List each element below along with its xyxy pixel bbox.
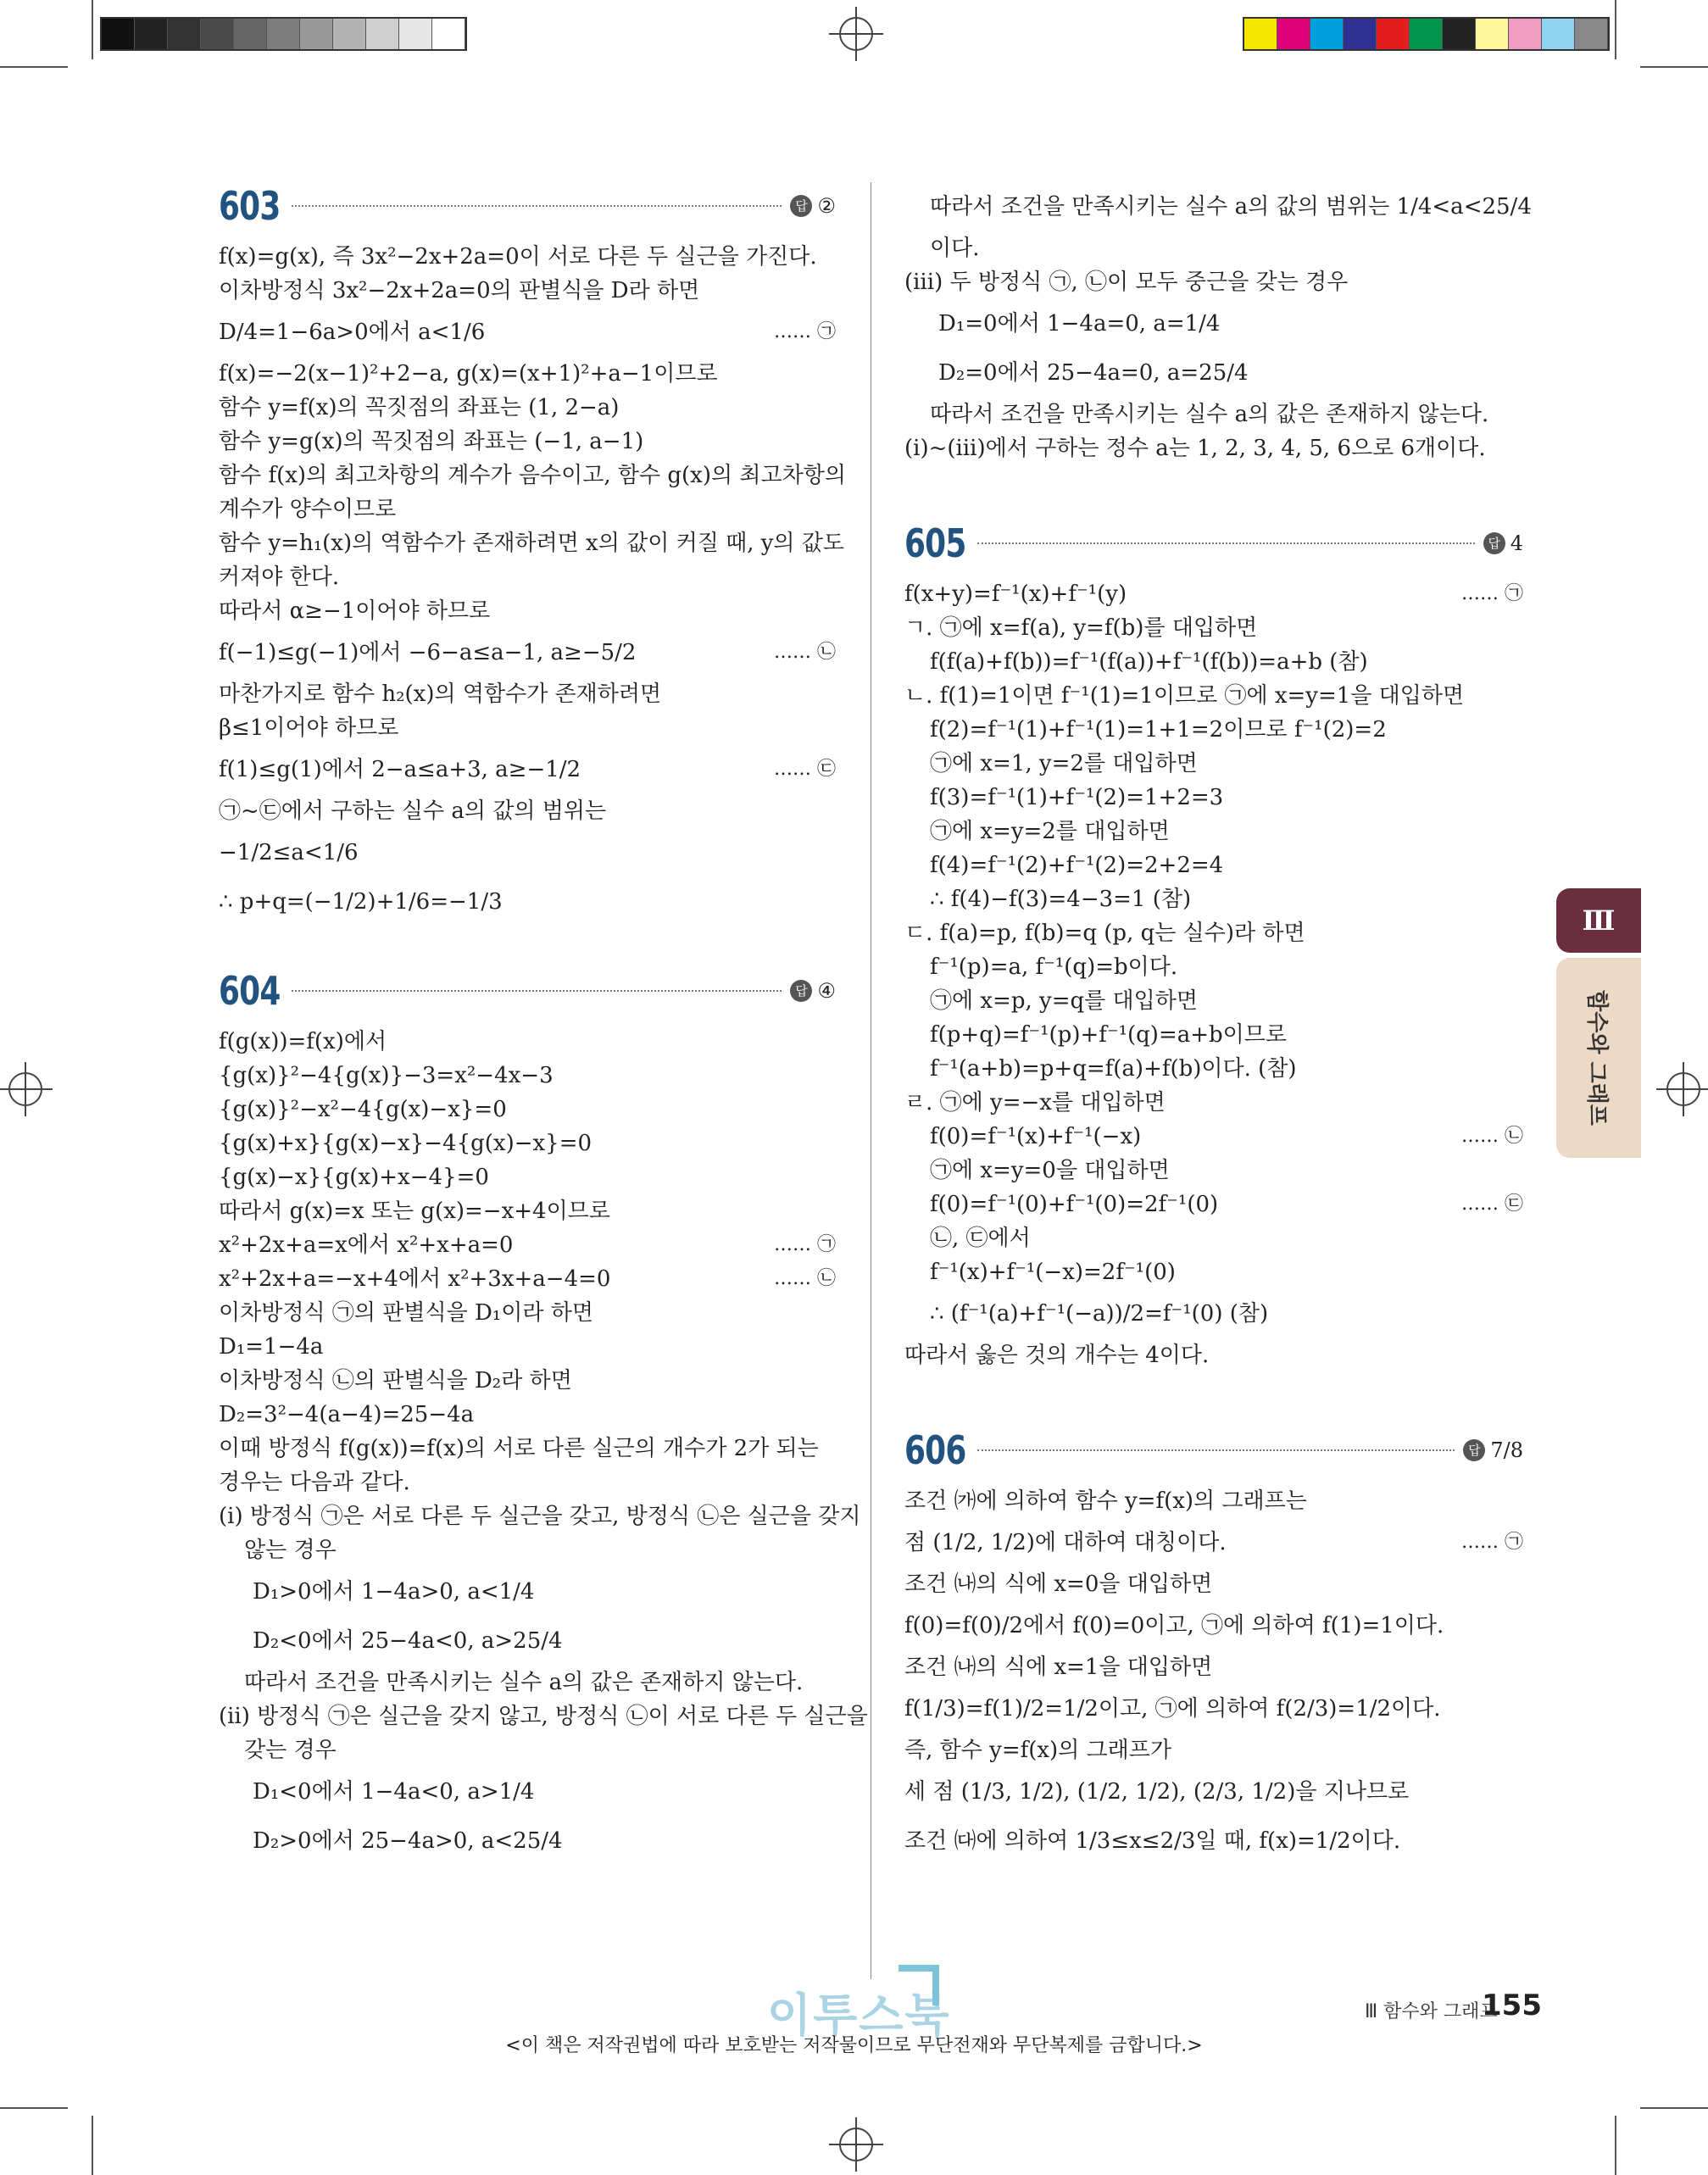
crop-mark <box>1640 66 1708 68</box>
answer-label: 답 ② <box>790 189 836 223</box>
solution-line: 따라서 조건을 만족시키는 실수 a의 값은 존재하지 않는다. <box>244 1670 804 1695</box>
solution-line: x²+2x+a=x에서 x²+x+a=0 …… ㉠ <box>219 1228 836 1262</box>
solution-line: 이차방정식 ㉡의 판별식을 D₂라 하면 <box>219 1368 572 1393</box>
leader-dots <box>292 205 782 207</box>
problem-number: 603 <box>219 183 281 229</box>
solution-line: D₂=0에서 25−4a=0, a=25/4 <box>938 360 1249 386</box>
solution-line: −1/2≤a<1/6 <box>219 840 359 865</box>
leader-dots <box>977 1449 1455 1451</box>
publisher-logo: 이투스북 <box>767 1989 951 2042</box>
registration-mark-icon <box>1666 1072 1700 1106</box>
problem-606-header <box>904 1427 1523 1474</box>
solution-line: x²+2x+a=−x+4에서 x²+3x+a−4=0 …… ㉡ <box>219 1262 836 1296</box>
solution-line: 계수가 양수이므로 <box>219 497 397 522</box>
solution-line: f(1)≤g(1)에서 2−a≤a+3, a≥−1/2 …… ㉢ <box>219 745 836 794</box>
answer-label: 답 ④ <box>790 974 836 1008</box>
problem-604-header <box>219 967 836 1015</box>
answer-label: 답 7/8 <box>1463 1433 1523 1467</box>
copyright-notice: <이 책은 저작권법에 따라 보호받는 저작물이므로 무단전재와 무단복제를 금합니다.> <box>505 2035 1203 2056</box>
solution-line: (ⅰ) 방정식 ㉠은 서로 다른 두 실근을 갖고, 방정식 ㉡은 실근을 갖지 <box>219 1504 861 1529</box>
page-number: 155 <box>1482 1989 1542 2022</box>
solution-line: 함수 y=f(x)의 꼭짓점의 좌표는 (1, 2−a) <box>219 395 620 420</box>
solution-line: ∴ (f⁻¹(a)+f⁻¹(−a))/2=f⁻¹(0) (참) <box>930 1301 1269 1327</box>
solution-line: ㉠에 x=y=0을 대입하면 <box>930 1158 1170 1183</box>
solution-line: 이때 방정식 f(g(x))=f(x)의 서로 다른 실근의 개수가 2가 되는 <box>219 1436 819 1461</box>
answer-label: 답 4 <box>1483 526 1523 560</box>
equation-marker: …… ㉠ <box>774 321 836 342</box>
crop-mark <box>1640 2107 1708 2109</box>
solution-line: f(3)=f⁻¹(1)+f⁻¹(2)=1+2=3 <box>930 785 1224 810</box>
equation-marker: …… ㉡ <box>1461 1126 1523 1147</box>
solution-line: {g(x)}²−4{g(x)}−3=x²−4x−3 <box>219 1063 554 1088</box>
crop-mark <box>92 2116 93 2175</box>
answer-badge-icon: 답 <box>1483 532 1505 554</box>
solution-line: ∴ p+q=(−1/2)+1/6=−1/3 <box>219 889 503 915</box>
leader-dots <box>292 990 782 992</box>
solution-line: 경우는 다음과 같다. <box>219 1470 410 1495</box>
solution-line: ㄷ. f(a)=p, f(b)=q (p, q는 실수)라 하면 <box>904 921 1305 946</box>
solution-line: ㉠에 x=y=2를 대입하면 <box>930 819 1170 844</box>
answer-badge-icon: 답 <box>790 195 812 217</box>
equation-marker: …… ㉠ <box>774 1234 836 1255</box>
solution-line: 이다. <box>930 236 980 261</box>
leader-dots <box>977 542 1475 544</box>
solution-line: ∴ f(4)−f(3)=4−3=1 (참) <box>930 887 1192 912</box>
solution-line: 따라서 옳은 것의 개수는 4이다. <box>904 1343 1210 1368</box>
left-column <box>219 182 868 1866</box>
registration-mark-icon <box>839 17 873 51</box>
solution-line: 조건 ㈐에 의하여 1/3≤x≤2/3일 때, f(x)=1/2이다. <box>904 1828 1401 1854</box>
chapter-tab-number: Ⅲ <box>1556 888 1641 953</box>
footer-chapter-label: Ⅲ 함수와 그래프 <box>1365 2001 1498 2022</box>
equation-marker: …… ㉡ <box>774 642 836 663</box>
solution-line: f(0)=f⁻¹(0)+f⁻¹(0)=2f⁻¹(0) …… ㉢ <box>904 1188 1523 1221</box>
solution-line: D₁>0에서 1−4a>0, a<1/4 <box>253 1579 535 1605</box>
solution-line: f(0)=f⁻¹(x)+f⁻¹(−x) …… ㉡ <box>904 1120 1523 1154</box>
solution-line: ㉡, ㉢에서 <box>930 1226 1031 1251</box>
solution-line: ㄴ. f(1)=1이면 f⁻¹(1)=1이므로 ㉠에 x=y=1을 대입하면 <box>904 683 1465 709</box>
solution-line: {g(x)+x}{g(x)−x}−4{g(x)−x}=0 <box>219 1131 593 1156</box>
solution-line: 이차방정식 3x²−2x+2a=0의 판별식을 D라 하면 <box>219 278 700 303</box>
solution-line: 갖는 경우 <box>244 1738 337 1763</box>
solution-line: (ⅲ) 두 방정식 ㉠, ㉡이 모두 중근을 갖는 경우 <box>904 270 1349 295</box>
equation-marker: …… ㉠ <box>1461 583 1523 604</box>
solution-line: D₂=3²−4(a−4)=25−4a <box>219 1402 475 1427</box>
solution-line: f(−1)≤g(−1)에서 −6−a≤a−1, a≥−5/2 …… ㉡ <box>219 628 836 677</box>
color-swatch-bar <box>1243 17 1610 51</box>
solution-line: (ⅱ) 방정식 ㉠은 실근을 갖지 않고, 방정식 ㉡이 서로 다른 두 실근을 <box>219 1704 868 1729</box>
crop-mark <box>1615 2116 1616 2175</box>
solution-line: (ⅰ)~(ⅲ)에서 구하는 정수 a는 1, 2, 3, 4, 5, 6으로 6개이다. <box>904 436 1486 461</box>
solution-line: 따라서 조건을 만족시키는 실수 a의 값의 범위는 1/4<a<25/4 <box>930 194 1532 220</box>
solution-line: f(1/3)=f(1)/2=1/2이고, ㉠에 의하여 f(2/3)=1/2이다. <box>904 1696 1441 1722</box>
solution-line: 따라서 조건을 만족시키는 실수 a의 값은 존재하지 않는다. <box>930 402 1489 427</box>
answer-badge-icon: 답 <box>790 980 812 1002</box>
solution-line: 커져야 한다. <box>219 565 340 590</box>
solution-line: {g(x)}²−x²−4{g(x)−x}=0 <box>219 1097 507 1122</box>
solution-line: ㉠~㉢에서 구하는 실수 a의 값의 범위는 <box>219 798 607 824</box>
solution-line: f⁻¹(a+b)=p+q=f(a)+f(b)이다. (참) <box>930 1056 1297 1082</box>
solution-line: 함수 y=g(x)의 꼭짓점의 좌표는 (−1, a−1) <box>219 429 644 454</box>
crop-mark <box>0 66 68 68</box>
solution-line: 함수 y=h₁(x)의 역함수가 존재하려면 x의 값이 커질 때, y의 값도 <box>219 531 845 556</box>
solution-line: 조건 ㈎에 의하여 함수 y=f(x)의 그래프는 <box>904 1488 1307 1514</box>
solution-line: 이차방정식 ㉠의 판별식을 D₁이라 하면 <box>219 1300 593 1326</box>
solution-line: f(f(a)+f(b))=f⁻¹(f(a))+f⁻¹(f(b))=a+b (참) <box>930 649 1368 675</box>
solution-line: D₁<0에서 1−4a<0, a>1/4 <box>253 1779 535 1805</box>
solution-line: D/4=1−6a>0에서 a<1/6 …… ㉠ <box>219 308 836 357</box>
solution-line: f(2)=f⁻¹(1)+f⁻¹(1)=1+1=2이므로 f⁻¹(2)=2 <box>930 717 1387 743</box>
crop-mark <box>1615 0 1616 59</box>
solution-line: ㄹ. ㉠에 y=−x를 대입하면 <box>904 1090 1166 1115</box>
solution-line: 따라서 g(x)=x 또는 g(x)=−x+4이므로 <box>219 1199 610 1224</box>
registration-mark-icon <box>839 2128 873 2161</box>
solution-line: ㉠에 x=1, y=2를 대입하면 <box>930 751 1198 776</box>
solution-line: {g(x)−x}{g(x)+x−4}=0 <box>219 1165 489 1190</box>
solution-line: f(g(x))=f(x)에서 <box>219 1029 387 1054</box>
solution-line: f(x)=−2(x−1)²+2−a, g(x)=(x+1)²+a−1이므로 <box>219 361 718 387</box>
solution-line: β≤1이어야 하므로 <box>219 715 399 741</box>
solution-line: f(4)=f⁻¹(2)+f⁻¹(2)=2+2=4 <box>930 853 1224 878</box>
solution-line: D₂<0에서 25−4a<0, a>25/4 <box>253 1628 563 1654</box>
solution-line: D₁=1−4a <box>219 1334 324 1360</box>
equation-marker: …… ㉠ <box>1461 1532 1523 1553</box>
equation-marker: …… ㉡ <box>774 1268 836 1289</box>
solution-line: 않는 경우 <box>244 1538 337 1563</box>
answer-badge-icon: 답 <box>1463 1439 1485 1461</box>
logo-mark-icon <box>899 1965 939 2005</box>
solution-line: 마찬가지로 함수 h₂(x)의 역함수가 존재하려면 <box>219 681 662 707</box>
solution-line: 조건 ㈏의 식에 x=0을 대입하면 <box>904 1571 1213 1597</box>
solution-line: f(p+q)=f⁻¹(p)+f⁻¹(q)=a+b이므로 <box>930 1022 1288 1048</box>
problem-605-header <box>904 520 1523 567</box>
solution-line: ㉠에 x=p, y=q를 대입하면 <box>930 988 1198 1014</box>
registration-mark-icon <box>8 1072 42 1106</box>
problem-603-header <box>219 182 836 230</box>
solution-line: 함수 f(x)의 최고차항의 계수가 음수이고, 함수 g(x)의 최고차항의 <box>219 463 846 488</box>
solution-line: 따라서 α≥−1이어야 하므로 <box>219 598 491 624</box>
solution-line: 점 (1/2, 1/2)에 대하여 대칭이다. …… ㉠ <box>904 1518 1523 1567</box>
solution-line: D₂>0에서 25−4a>0, a<25/4 <box>253 1828 563 1854</box>
solution-line: 즉, 함수 y=f(x)의 그래프가 <box>904 1738 1172 1763</box>
equation-marker: …… ㉢ <box>774 759 836 780</box>
solution-line: f(0)=f(0)/2에서 f(0)=0이고, ㉠에 의하여 f(1)=1이다. <box>904 1613 1444 1638</box>
chapter-tab-title: 함수와 그래프 <box>1556 958 1641 1158</box>
equation-marker: …… ㉢ <box>1461 1193 1523 1215</box>
solution-line: 조건 ㈏의 식에 x=1을 대입하면 <box>904 1655 1213 1680</box>
solution-line: D₁=0에서 1−4a=0, a=1/4 <box>938 311 1221 337</box>
crop-mark <box>0 2107 68 2109</box>
solution-line: 세 점 (1/3, 1/2), (1/2, 1/2), (2/3, 1/2)을 지나므로 <box>904 1779 1410 1805</box>
solution-line: f⁻¹(p)=a, f⁻¹(q)=b이다. <box>930 954 1178 980</box>
solution-line: ㄱ. ㉠에 x=f(a), y=f(b)를 대입하면 <box>904 615 1258 641</box>
solution-line: f(x)=g(x), 즉 3x²−2x+2a=0이 서로 다른 두 실근을 가진다. <box>219 244 817 270</box>
solution-line: f(x+y)=f⁻¹(x)+f⁻¹(y) …… ㉠ <box>904 577 1523 611</box>
right-column <box>904 182 1532 1866</box>
gray-swatch-bar <box>100 17 467 51</box>
problem-number: 605 <box>904 520 966 566</box>
problem-number: 604 <box>219 968 281 1014</box>
solution-line: f⁻¹(x)+f⁻¹(−x)=2f⁻¹(0) <box>930 1260 1176 1285</box>
problem-number: 606 <box>904 1427 966 1473</box>
crop-mark <box>92 0 93 59</box>
